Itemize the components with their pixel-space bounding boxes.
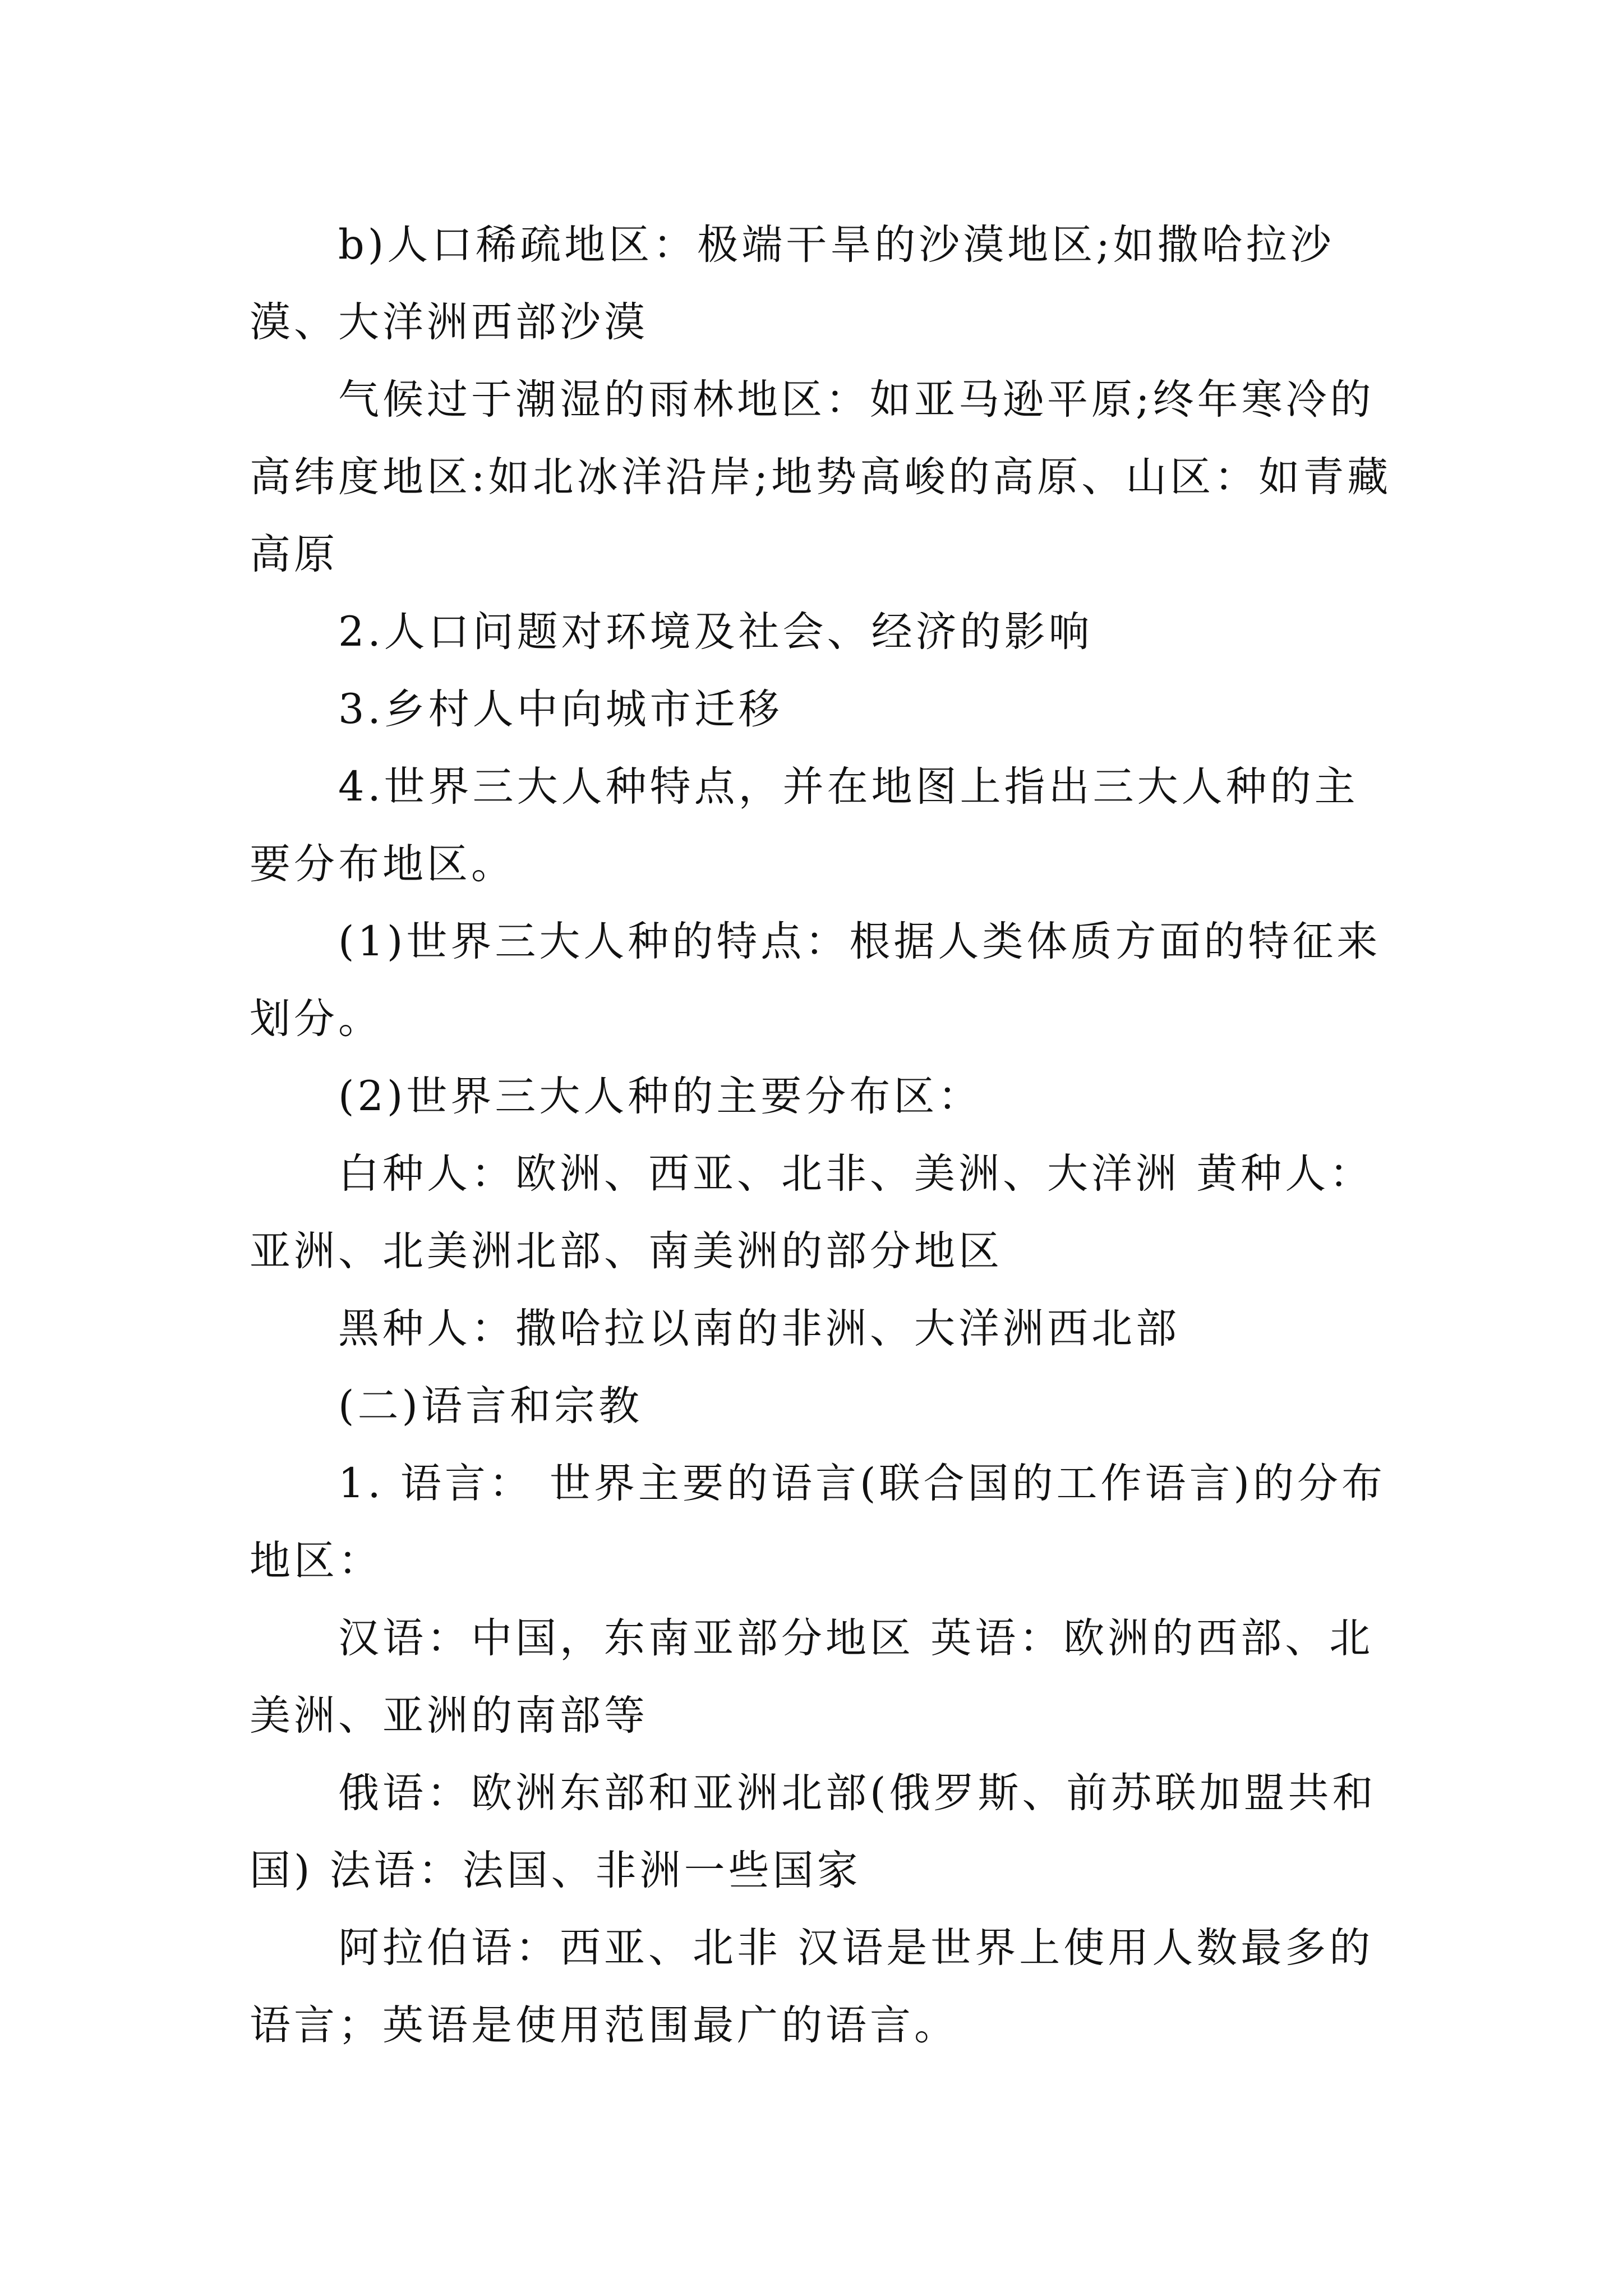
- paragraph-three-races: 4.世界三大人种特点，并在地图上指出三大人种的主要分布地区。: [250, 763, 1359, 888]
- paragraph-race-distribution: (2)世界三大人种的主要分布区：: [338, 1073, 983, 1120]
- paragraph-languages: 1. 语言： 世界主要的语言(联合国的工作语言)的分布地区：: [250, 1460, 1386, 1585]
- paragraph-russian-french: 俄语：欧洲东部和亚洲北部(俄罗斯、前苏联加盟共和国) 法语：法国、非洲一些国家: [250, 1769, 1377, 1894]
- paragraph-race-features: (1)世界三大人种的特点：根据人类体质方面的特征来划分。: [250, 918, 1381, 1043]
- paragraph-population-impact: 2.人口问题对环境及社会、经济的影响: [338, 608, 1093, 656]
- paragraph-chinese-english: 汉语：中国，东南亚部分地区 英语：欧洲的西部、北美洲、亚洲的南部等: [250, 1614, 1374, 1740]
- document-body: [250, 206, 1394, 2064]
- section-heading-language-religion: (二)语言和宗教: [338, 1382, 643, 1430]
- paragraph-white-yellow-race: 白种人：欧洲、西亚、北非、美洲、大洋洲 黄种人：亚洲、北美洲北部、南美洲的部分地区: [250, 1150, 1374, 1275]
- paragraph-black-race: 黑种人：撒哈拉以南的非洲、大洋洲西北部: [338, 1305, 1180, 1352]
- paragraph-sparse-population: b)人口稀疏地区：极端干旱的沙漠地区;如撒哈拉沙漠、大洋洲西部沙漠: [250, 221, 1335, 346]
- paragraph-rainforest-highlands: 气候过于潮湿的雨林地区：如亚马逊平原;终年寒冷的高纬度地区:如北冰洋沿岸;地势高峻的高原、山区：如青藏高原: [250, 376, 1392, 578]
- paragraph-arabic: 阿拉伯语：西亚、北非 汉语是世界上使用人数最多的语言；英语是使用范围最广的语言。: [250, 1924, 1374, 2049]
- paragraph-rural-migration: 3.乡村人中向城市迁移: [338, 685, 783, 733]
